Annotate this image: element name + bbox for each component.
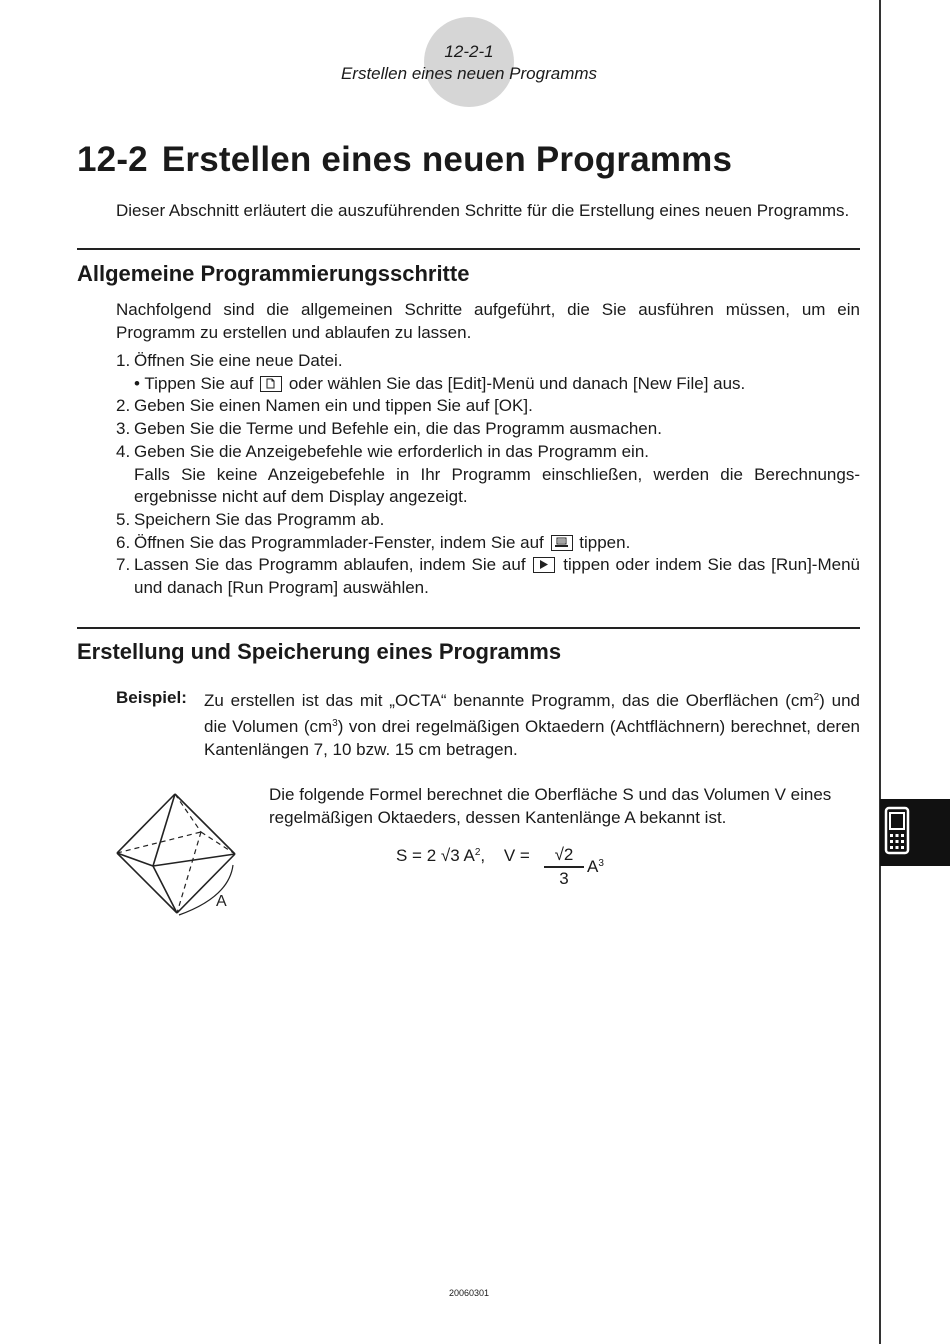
list-item: 5. Speichern Sie das Programm ab.: [116, 509, 385, 529]
volume-fraction: √2 3: [544, 845, 584, 889]
calculator-icon: [880, 799, 950, 866]
running-title: Erstellen eines neuen Programms: [340, 64, 598, 83]
footer-code: 20060301: [448, 1288, 490, 1298]
steps-list: [116, 350, 860, 600]
page-title: [77, 140, 732, 180]
list-subitem: • Tippen Sie auf oder wählen Sie das [Edit]-Menü und danach [New File] aus.: [134, 373, 746, 393]
example-text: Zu erstellen ist das mit „OCTA“ benannte Programm, das die Oberflächen $(cm^2)$ und die Volumen $(cm^3)$ von drei regelmäßigen Oktaedern (Achtflächnern) berechnet, deren Kantenlängen 7, 10 bzw. 15 cm betragen.: [204, 691, 860, 759]
page-margin-rule: [879, 0, 881, 1344]
formula: S = 2 √3 $A^2$, V =: [396, 846, 530, 865]
octahedron-diagram: [105, 785, 255, 920]
edge-label: A: [216, 893, 227, 910]
list-item: 4. Geben Sie die Anzeigebefehle wie erforderlich in das Programm ein. Falls Sie keine Anzeigebefehle in Ihr Programm einschließen, werden die Berechnungs-ergebnisse nicht auf dem Display angezeigt.: [116, 441, 860, 507]
program-loader-icon: [551, 535, 573, 551]
formula-intro: Die folgende Formel berechnet die Oberfläche S und das Volumen V eines regelmäßigen Oktaeders, dessen Kantenlänge A bekannt ist.: [269, 785, 832, 827]
list-item: 1. Öffnen Sie eine neue Datei.: [116, 351, 343, 370]
header-circle: [424, 17, 514, 107]
new-file-icon: [260, 376, 282, 392]
intro-text: Dieser Abschnitt erläutert die auszuführenden Schritte für die Erstellung eines neuen Programms.: [116, 201, 850, 220]
chapter-tab: [880, 799, 950, 866]
fraction-bar: [544, 866, 584, 868]
section-divider: [77, 248, 860, 250]
list-item: 7. Lassen Sie das Programm ablaufen, indem Sie auf tippen oder indem Sie das [Run]-Menü und danach [Run Program] auswählen.: [116, 555, 860, 598]
run-icon: [533, 557, 555, 573]
list-item: 3. Geben Sie die Terme und Befehle ein, die das Programm ausmachen.: [116, 419, 662, 439]
section-heading-general-steps: Allgemeine Programmierungsschritte: [77, 261, 470, 286]
list-item: 6. Öffnen Sie das Programmlader-Fenster, indem Sie auf tippen.: [116, 532, 631, 552]
section1-paragraph: Nachfolgend sind die allgemeinen Schritte aufgeführt, die Sie ausführen müssen, um ein Programm zu erstellen und ablaufen zu lassen.: [116, 300, 860, 342]
chapter-title: Erstellen eines neuen Programms: [161, 140, 733, 179]
page-number: 12-2-1: [444, 42, 494, 61]
chapter-number: 12-2: [77, 140, 148, 179]
list-item: 2. Geben Sie einen Namen ein und tippen Sie auf [OK].: [116, 396, 533, 416]
example-label: Beispiel:: [116, 688, 187, 707]
section-divider: [77, 627, 860, 629]
example-block: [116, 686, 860, 761]
section-heading-create-save: Erstellung und Speicherung eines Programms: [77, 639, 562, 664]
volume-variable: $A^3$: [587, 857, 604, 876]
